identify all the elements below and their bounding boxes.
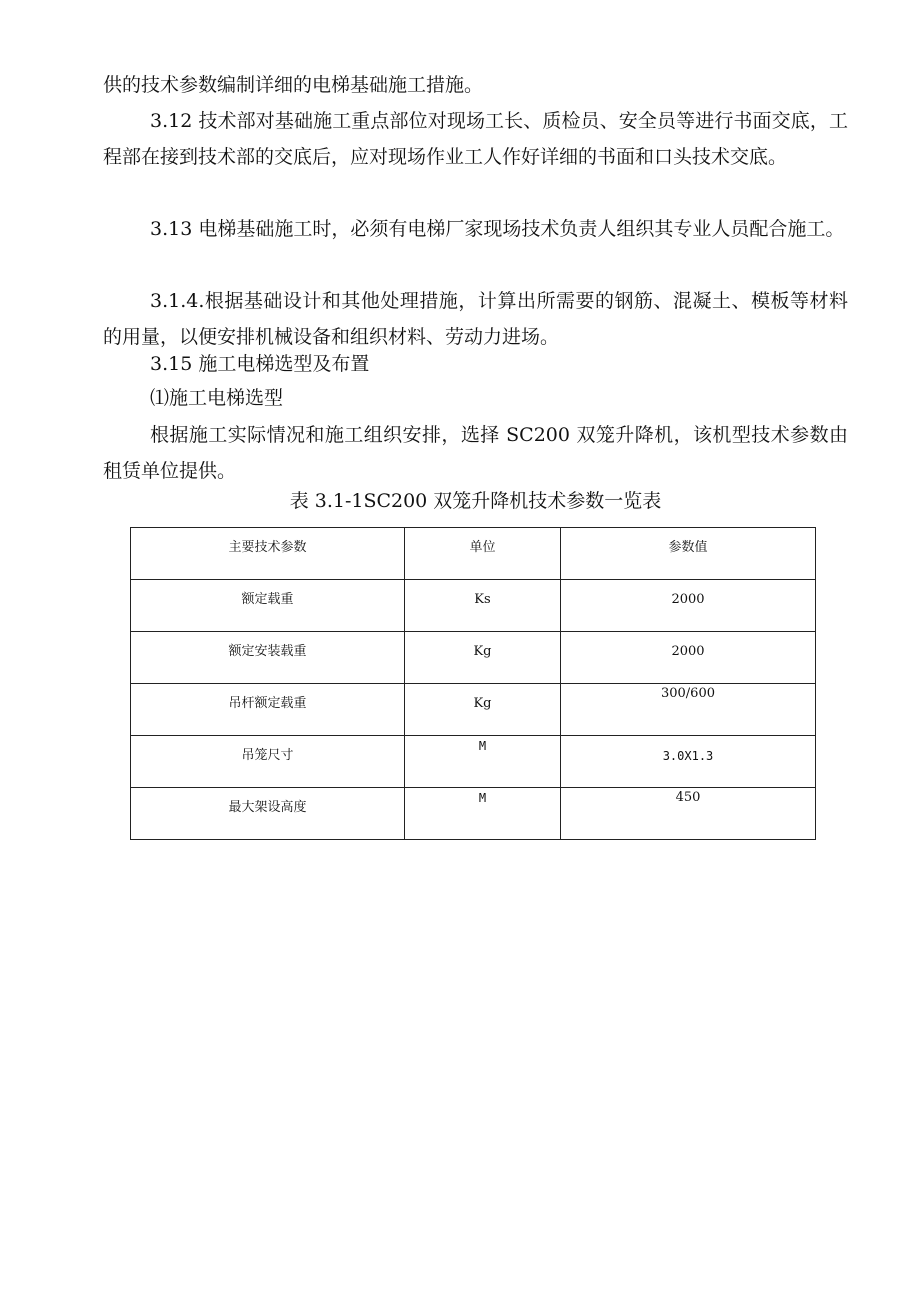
- header-parameter: 主要技术参数: [131, 528, 405, 580]
- cell-value: 3.0X1.3: [561, 736, 816, 788]
- table-row: [131, 632, 816, 684]
- section-heading-3-15: 3.15 施工电梯选型及布置: [150, 353, 370, 375]
- table-row: [131, 684, 816, 736]
- paragraph-3-1-4: 3.1.4.根据基础设计和其他处理措施，计算出所需要的钢筋、混凝土、模板等材料的用量，以便安排机械设备和组织材料、劳动力进场。: [103, 290, 848, 348]
- cell-value: 450: [561, 788, 816, 840]
- cell-parameter: 额定安装载重: [131, 632, 405, 684]
- cell-parameter: 额定载重: [131, 580, 405, 632]
- cell-unit: Ks: [405, 580, 561, 632]
- table-row: [131, 580, 816, 632]
- table-header-row: [131, 528, 816, 580]
- paragraph-3-12: 3.12 技术部对基础施工重点部位对现场工长、质检员、安全员等进行书面交底，工程部在接到技术部的交底后，应对现场作业工人作好详细的书面和口头技术交底。: [103, 110, 848, 168]
- header-value: 参数值: [561, 528, 816, 580]
- paragraph-3-13: 3.13 电梯基础施工时，必须有电梯厂家现场技术负责人组织其专业人员配合施工。: [150, 218, 845, 240]
- cell-value: 2000: [561, 632, 816, 684]
- subsection-heading-elevator-selection: ⑴施工电梯选型: [150, 387, 284, 409]
- cell-parameter: 吊笼尺寸: [131, 736, 405, 788]
- technical-parameters-table: [130, 527, 816, 840]
- cell-value: 2000: [561, 580, 816, 632]
- cell-unit: Kg: [405, 684, 561, 736]
- table-row: [131, 788, 816, 840]
- header-unit: 单位: [405, 528, 561, 580]
- cell-unit: M: [405, 736, 561, 788]
- paragraph-continuation: 供的技术参数编制详细的电梯基础施工措施。: [103, 74, 484, 96]
- paragraph-selection-description: 根据施工实际情况和施工组织安排，选择 SC200 双笼升降机，该机型技术参数由租赁单位提供。: [103, 424, 848, 482]
- cell-parameter: 吊杆额定载重: [131, 684, 405, 736]
- cell-unit: M: [405, 788, 561, 840]
- cell-parameter: 最大架设高度: [131, 788, 405, 840]
- table-caption: 表 3.1-1SC200 双笼升降机技术参数一览表: [289, 490, 662, 512]
- cell-value: 300/600: [561, 684, 816, 736]
- cell-unit: Kg: [405, 632, 561, 684]
- table-row: [131, 736, 816, 788]
